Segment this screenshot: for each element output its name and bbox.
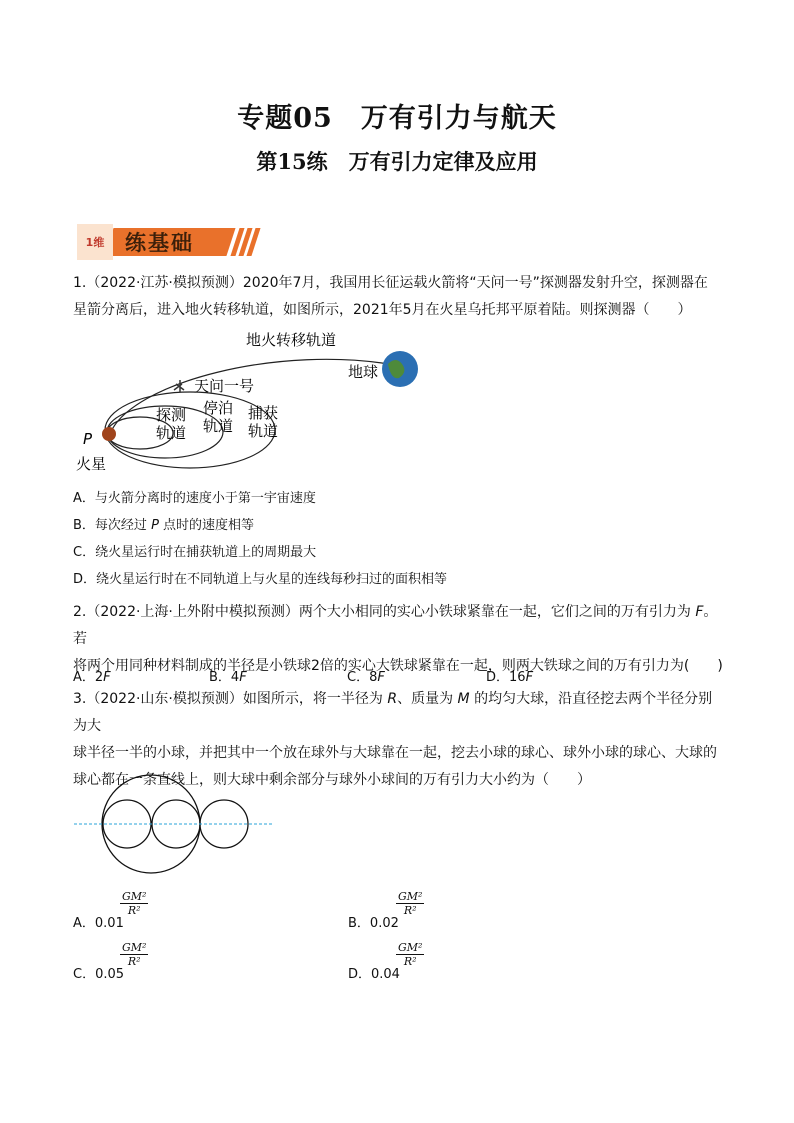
q3-option-d: D．0.04 [348, 967, 400, 982]
q3-line2: 球半径一半的小球，并把其中一个放在球外与大球靠在一起，挖去小球的球心、球外小球的球心、大球的 [73, 745, 717, 761]
section-label: 练基础 [125, 231, 194, 255]
label-park-2: 轨道 [203, 417, 234, 435]
q2-option-d: D．16F [486, 670, 534, 685]
q3-line1: 3.（2022·山东·模拟预测）如图所示，将一半径为 R、质量为 M 的均匀大球，沿直径挖去两个半径分别为大 [73, 691, 713, 734]
mars-icon [102, 427, 116, 441]
q3-frac-c: $\frac{\text{GM²}}{\text{R²}}$ [122, 941, 147, 968]
label-transfer: 地火转移轨道 [246, 331, 337, 349]
q3-line3: 球心都在一条直线上，则大球中剩余部分与球外小球间的万有引力大小约为（ ） [73, 772, 591, 788]
q1-line2: 星箭分离后，进入地火转移轨道，如图所示，2021年5月在火星乌托邦平原着陆。则探测器（ ） [73, 302, 692, 318]
q2-line2: 将两个用同种材料制成的半径是小铁球2倍的实心大铁球紧靠在一起，则两大铁球之间的万有引力为( ) [73, 658, 723, 674]
q2-option-c: C．8F [347, 670, 385, 685]
label-p: P [83, 430, 93, 448]
q1-line1: 1.（2022·江苏·模拟预测）2020年7月，我国用长征运载火箭将“天问一号”探测器发射升空，探测器在 [73, 275, 708, 291]
label-detect-1: 探测 [156, 406, 187, 424]
page-title: 专题05 万有引力与航天 [237, 103, 557, 134]
label-probe: 天问一号 [194, 377, 255, 395]
q2-line1: 2.（2022·上海·上外附中模拟预测）两个大小相同的实心小铁球紧靠在一起，它们之间的万有引力为 F。若 [73, 604, 718, 647]
q3-option-c: C．0.05 [73, 967, 125, 982]
label-mars: 火星 [76, 455, 107, 473]
spheres-figure [72, 774, 276, 874]
section-tag: 1维 [77, 224, 113, 260]
label-capture-1: 捕获 [248, 404, 279, 422]
label-park-1: 停泊 [203, 399, 234, 417]
q1-option-b: B．每次经过 P 点时的速度相等 [73, 518, 255, 533]
q3-frac-d: $\frac{\text{GM²}}{\text{R²}}$ [398, 941, 423, 968]
q1-option-c: C．绕火星运行时在捕获轨道上的周期最大 [73, 545, 317, 560]
label-earth: 地球 [348, 363, 379, 381]
probe-icon [174, 380, 184, 392]
q1-option-a: A．与火箭分离时的速度小于第一宇宙速度 [73, 491, 316, 506]
q2-option-b: B．4F [209, 670, 247, 685]
label-detect-2: 轨道 [156, 424, 187, 442]
q2-option-a: A．2F [73, 670, 111, 685]
orbit-figure [70, 328, 440, 478]
q3-frac-b: $\frac{\text{GM²}}{\text{R²}}$ [398, 890, 423, 917]
label-capture-2: 轨道 [248, 422, 279, 440]
q3-option-b: B．0.02 [348, 916, 399, 931]
q1-option-d: D．绕火星运行时在不同轨道上与火星的连线每秒扫过的面积相等 [73, 572, 448, 587]
page-subtitle: 第15练 万有引力定律及应用 [256, 149, 538, 174]
q3-option-a: A．0.01 [73, 916, 124, 931]
question-2 [73, 599, 725, 680]
section-banner [77, 224, 257, 260]
question-1 [73, 270, 725, 324]
q3-frac-a: $\frac{\text{GM²}}{\text{R²}}$ [122, 890, 147, 917]
